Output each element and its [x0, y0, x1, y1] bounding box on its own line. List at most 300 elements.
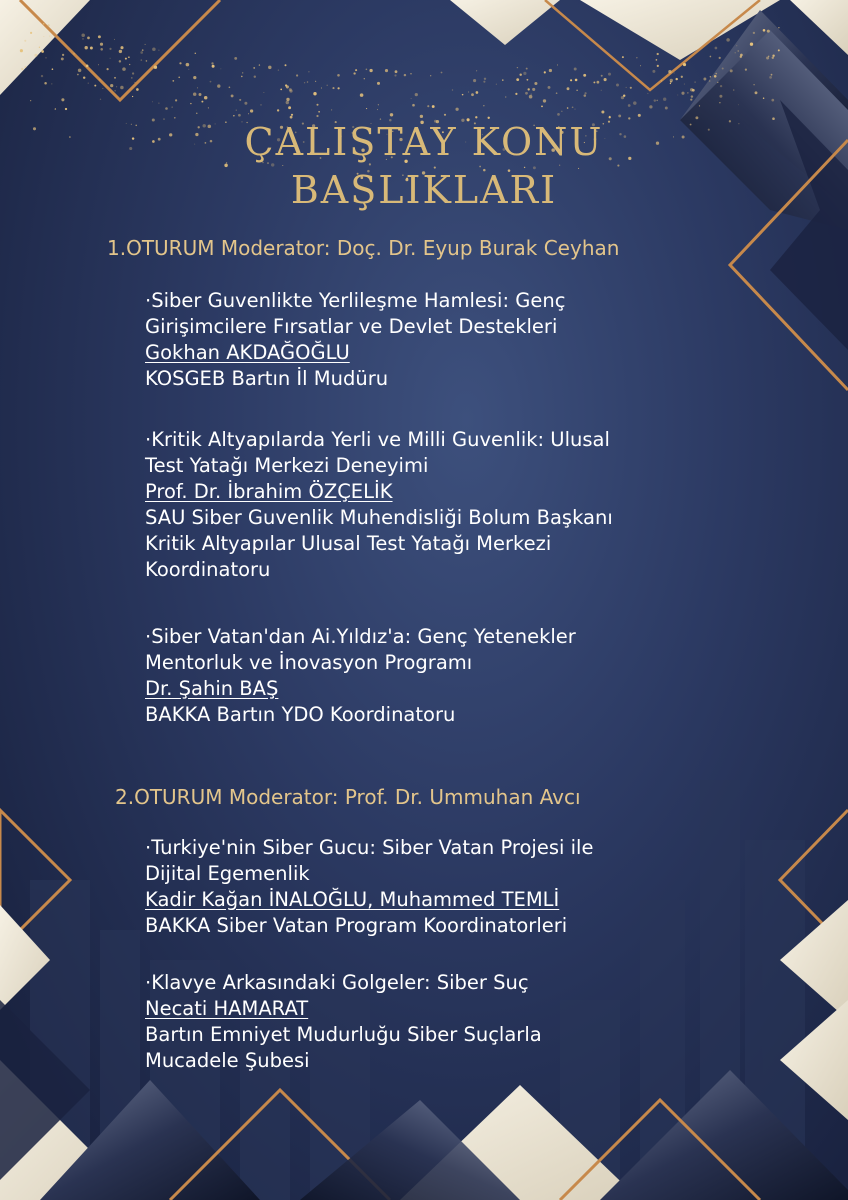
sparkle: [750, 43, 753, 46]
sparkle: [321, 88, 322, 89]
topic-title-line: ·Siber Vatan'dan Ai.Yıldız'a: Genç Yetenekler: [145, 625, 576, 648]
sparkle: [78, 69, 81, 72]
sparkle: [753, 32, 755, 34]
sparkle: [404, 74, 406, 76]
sparkle: [412, 104, 415, 107]
sparkle: [193, 92, 196, 95]
topic-item: [145, 288, 785, 392]
sparkle: [24, 40, 26, 42]
sparkle: [455, 108, 458, 111]
sparkle: [515, 93, 517, 95]
sparkle: [771, 99, 774, 102]
sparkle: [313, 92, 316, 95]
sparkle: [621, 96, 624, 99]
sparkle: [337, 74, 340, 77]
sparkle: [110, 58, 111, 59]
sparkle: [638, 114, 641, 117]
sparkle: [239, 99, 241, 101]
sparkle: [763, 98, 764, 99]
sparkle: [238, 114, 241, 117]
sparkle: [134, 82, 135, 83]
sparkle: [259, 64, 260, 65]
sparkle: [668, 70, 671, 73]
sparkle: [556, 92, 558, 94]
speaker-role-line: SAU Siber Guvenlik Muhendisliği Bolum Başkanı: [145, 506, 613, 529]
sparkle: [231, 94, 234, 97]
sparkle: [532, 88, 535, 91]
sparkle: [763, 29, 766, 32]
sparkle: [726, 38, 730, 42]
topic-title-line: ·Kritik Altyapılarda Yerli ve Milli Guvenlik: Ulusal: [145, 428, 610, 451]
sparkle: [83, 76, 85, 78]
speaker-name: Dr. Şahin BAŞ: [145, 677, 279, 700]
sparkle: [229, 86, 231, 88]
sparkle: [525, 92, 528, 95]
sparkle: [681, 76, 683, 78]
sparkle: [534, 82, 537, 85]
sparkle: [41, 50, 44, 53]
sparkle: [65, 108, 67, 110]
sparkle: [278, 69, 279, 70]
sparkle: [483, 81, 485, 83]
sparkle: [690, 99, 692, 101]
sparkle: [146, 60, 148, 62]
sparkle: [280, 89, 282, 91]
sparkle: [49, 36, 50, 37]
sparkle: [768, 56, 769, 57]
sparkle: [471, 93, 474, 96]
sparkle: [263, 92, 264, 93]
sparkle: [120, 86, 124, 90]
sparkle: [531, 94, 532, 95]
sparkle: [430, 75, 431, 76]
sparkle: [778, 27, 779, 28]
sparkle: [360, 93, 364, 97]
sparkle: [395, 70, 398, 73]
sparkle: [541, 106, 543, 108]
sparkle: [548, 86, 551, 89]
sparkle: [670, 83, 671, 84]
sparkle: [709, 81, 710, 82]
sparkle: [640, 65, 641, 66]
top-left-cream-triangle: [0, 0, 90, 95]
sparkle: [316, 104, 318, 106]
sparkle: [722, 67, 724, 69]
sparkle: [690, 88, 693, 91]
topic-title-line: ·Klavye Arkasındaki Golgeler: Siber Suç: [145, 971, 529, 994]
sparkle: [114, 77, 116, 79]
sparkle: [140, 51, 143, 54]
sparkle: [120, 46, 123, 49]
sparkle: [30, 32, 32, 34]
sparkle: [476, 91, 479, 94]
sparkle: [567, 87, 570, 90]
sparkle: [217, 84, 220, 87]
sparkle: [100, 99, 101, 100]
sparkle: [285, 64, 287, 66]
sparkle: [574, 68, 577, 71]
speaker-name: Kadir Kağan İNALOĞLU, Muhammed TEMLİ: [145, 888, 560, 911]
sparkle: [196, 113, 197, 114]
sparkle: [304, 82, 305, 83]
sparkle: [242, 72, 243, 73]
speaker-role-line: KOSGEB Bartın İl Mudüru: [145, 367, 389, 390]
sparkle: [681, 92, 684, 95]
sparkle: [86, 65, 89, 68]
sparkle: [670, 79, 673, 82]
sparkle: [81, 34, 85, 38]
topic-item: [145, 624, 785, 728]
speaker-role-line: Koordinatoru: [145, 558, 271, 581]
sparkle: [755, 91, 758, 94]
sparkle: [394, 74, 396, 76]
sparkle: [410, 73, 411, 74]
sparkle: [652, 70, 655, 73]
sparkle: [165, 107, 168, 110]
sparkle: [62, 54, 64, 56]
sparkle: [145, 44, 146, 45]
sparkle: [561, 111, 562, 112]
sparkle: [691, 95, 693, 97]
sparkle: [633, 101, 636, 104]
title-line-2: BAŞLIKLARI: [290, 168, 558, 212]
sparkle: [122, 67, 126, 71]
sparkle: [337, 87, 339, 89]
sparkle: [307, 81, 309, 83]
sparkle: [636, 57, 637, 58]
speaker-name: Necati HAMARAT: [145, 997, 309, 1020]
sparkle: [427, 105, 429, 107]
sparkle: [377, 82, 380, 85]
sparkle: [30, 100, 31, 101]
sparkle: [119, 50, 122, 53]
sparkle: [109, 48, 111, 50]
top-right-cream-triangle: [790, 0, 848, 55]
sparkle: [178, 76, 180, 78]
sparkle: [61, 57, 64, 60]
sparkle: [90, 47, 93, 50]
sparkle: [710, 76, 712, 78]
top-cream-diamond-1: [450, 0, 560, 45]
sparkle: [778, 49, 780, 51]
sparkle: [516, 78, 519, 81]
sparkle: [208, 107, 209, 108]
sparkle: [326, 85, 327, 86]
sparkle: [119, 60, 121, 62]
sparkle: [567, 107, 569, 109]
sparkle: [197, 87, 198, 88]
sparkle: [570, 79, 572, 81]
sparkle: [308, 71, 309, 72]
sparkle: [715, 73, 717, 75]
sparkle: [288, 106, 291, 109]
sparkle: [152, 47, 156, 51]
sparkle: [129, 64, 130, 65]
sparkle: [244, 102, 247, 105]
sparkle: [99, 79, 101, 81]
sparkle: [528, 88, 530, 90]
sparkle: [20, 49, 23, 52]
sparkle: [771, 74, 773, 76]
sparkle: [131, 77, 133, 79]
sparkle: [286, 98, 289, 101]
sparkle: [772, 54, 774, 56]
sparkle: [210, 81, 212, 83]
sparkle: [378, 104, 379, 105]
sparkle: [366, 108, 367, 109]
sparkle: [557, 64, 558, 65]
sparkle: [277, 109, 279, 111]
sparkle: [502, 79, 503, 80]
sparkle: [190, 103, 191, 104]
sparkle: [415, 93, 418, 96]
sparkle: [366, 68, 368, 70]
sparkle: [369, 69, 372, 72]
topic-title-line: Test Yatağı Merkezi Deneyimi: [145, 454, 429, 477]
sparkle: [519, 73, 521, 75]
sparkle: [543, 99, 546, 102]
sparkle: [703, 78, 706, 81]
sparkle: [193, 76, 196, 79]
speaker-role-line: Kritik Altyapılar Ulusal Test Yatağı Merkezi: [145, 532, 552, 555]
sparkle: [114, 39, 115, 40]
sparkle: [665, 107, 668, 110]
sparkle: [286, 101, 289, 104]
sparkle: [188, 69, 189, 70]
sparkle: [735, 52, 736, 53]
sparkle: [110, 84, 113, 87]
sparkle: [657, 65, 659, 67]
sparkle: [649, 105, 652, 108]
sparkle: [654, 99, 656, 101]
sparkle: [683, 63, 686, 66]
sparkle: [254, 76, 256, 78]
topic-item: [145, 970, 785, 1074]
sparkle: [769, 76, 772, 79]
sparkle: [88, 83, 89, 84]
sparkle: [656, 59, 658, 61]
session-1-header: 1.OTURUM Moderator: Doç. Dr. Eyup Burak Ceyhan: [107, 236, 620, 260]
sparkle: [622, 56, 624, 58]
sparkle: [452, 89, 453, 90]
sparkle: [733, 89, 735, 91]
sparkle: [100, 43, 103, 46]
sparkle: [41, 75, 43, 77]
sparkle: [39, 47, 40, 48]
sparkle: [82, 38, 84, 40]
sparkle: [745, 69, 747, 71]
sparkle: [385, 69, 388, 72]
sparkle: [738, 104, 739, 105]
sparkle: [719, 102, 720, 103]
topic-item: [145, 427, 785, 583]
sparkle: [473, 79, 476, 82]
sparkle: [132, 72, 134, 74]
sparkle: [767, 30, 770, 33]
topic-title-line: ·Turkiye'nin Siber Gucu: Siber Vatan Projesi ile: [145, 836, 594, 859]
sparkle: [390, 113, 393, 116]
sparkle: [73, 53, 75, 55]
sparkle: [100, 48, 103, 51]
sparkle: [152, 101, 153, 102]
sparkle: [51, 83, 52, 84]
sparkle: [248, 113, 249, 114]
sparkle: [657, 53, 659, 55]
sparkle: [158, 50, 159, 51]
sparkle: [717, 82, 718, 83]
sparkle: [626, 87, 627, 88]
sparkle: [268, 66, 271, 69]
sparkle: [316, 115, 318, 117]
sparkle: [444, 114, 446, 116]
sparkle: [601, 90, 602, 91]
sparkle: [656, 100, 658, 102]
sparkle: [116, 86, 117, 87]
sparkle: [199, 93, 202, 96]
speaker-role-line: Mucadele Şubesi: [145, 1049, 310, 1072]
sparkle: [719, 95, 722, 98]
sparkle: [719, 57, 721, 59]
sparkle: [505, 96, 506, 97]
sparkle: [315, 81, 316, 82]
sparkle: [496, 84, 497, 85]
sparkle: [476, 70, 477, 71]
sparkle: [661, 80, 663, 82]
sparkle: [483, 105, 484, 106]
sparkle: [601, 75, 603, 77]
sparkle: [98, 64, 99, 65]
sparkle: [141, 59, 142, 60]
sparkle: [125, 58, 127, 60]
sparkle: [212, 65, 215, 68]
sparkle: [55, 108, 56, 109]
sparkle: [468, 91, 469, 92]
sparkle: [142, 49, 144, 51]
sparkle: [584, 94, 587, 97]
sparkle: [77, 74, 79, 76]
sparkle: [710, 56, 712, 58]
sparkle: [221, 69, 222, 70]
sparkle: [332, 87, 334, 89]
sparkle: [584, 92, 586, 94]
sparkle: [618, 114, 621, 117]
sparkle: [684, 84, 685, 85]
sparkle: [517, 67, 518, 68]
topic-title-line: Mentorluk ve İnovasyon Programı: [145, 651, 473, 674]
sparkle: [98, 35, 101, 38]
sparkle: [253, 67, 255, 69]
sparkle: [355, 69, 357, 71]
sparkle: [128, 56, 130, 58]
session-2-header: 2.OTURUM Moderator: Prof. Dr. Ummuhan Avcı: [115, 785, 581, 809]
sparkle: [34, 54, 37, 57]
sparkle: [296, 74, 298, 76]
sparkle: [572, 106, 574, 108]
sparkle: [186, 63, 190, 67]
sparkle: [529, 95, 533, 99]
sparkle: [195, 53, 196, 54]
sparkle: [677, 95, 678, 96]
sparkle: [94, 85, 96, 87]
sparkle: [175, 99, 177, 101]
sparkle: [44, 82, 47, 85]
sparkle: [318, 111, 320, 113]
sparkle: [593, 81, 595, 83]
sparkle: [61, 98, 64, 101]
speaker-name: Gokhan AKDAĞOĞLU: [145, 341, 350, 364]
sparkle: [526, 68, 528, 70]
sparkle: [158, 102, 159, 103]
sparkle: [583, 74, 586, 77]
sparkle: [107, 68, 109, 70]
sparkle: [575, 109, 576, 110]
topic-title-line: Girişimcilere Fırsatlar ve Devlet Destekleri: [145, 315, 558, 338]
sparkle: [604, 78, 607, 81]
speaker-role-line: BAKKA Siber Vatan Program Koordinatorleri: [145, 914, 568, 937]
sparkle: [616, 84, 619, 87]
sparkle: [47, 24, 49, 26]
sparkle: [608, 73, 611, 76]
sparkle: [601, 110, 604, 113]
sparkle: [597, 81, 600, 84]
sparkle: [285, 84, 287, 86]
sparkle: [772, 57, 774, 59]
page-title: [0, 118, 848, 214]
sparkle: [201, 101, 203, 103]
speaker-role-line: Bartın Emniyet Mudurluğu Siber Suçlarla: [145, 1023, 542, 1046]
sparkle: [432, 105, 435, 108]
speaker-name: Prof. Dr. İbrahim ÖZÇELİK: [145, 480, 393, 503]
sparkle: [236, 110, 237, 111]
topic-title-line: Dijital Egemenlik: [145, 862, 310, 885]
sparkle: [289, 89, 292, 92]
sparkle: [730, 69, 733, 72]
sparkle: [46, 57, 47, 58]
sparkle: [261, 104, 262, 105]
sparkle: [630, 87, 632, 89]
sparkle: [687, 92, 688, 93]
sparkle: [136, 88, 139, 91]
sparkle: [44, 36, 45, 37]
sparkle: [250, 109, 253, 112]
sparkle: [647, 93, 648, 94]
sparkle: [21, 68, 23, 70]
sparkle: [462, 94, 464, 96]
sparkle: [753, 84, 754, 85]
sparkle: [114, 90, 116, 92]
sparkle: [211, 62, 213, 64]
sparkle: [233, 115, 234, 116]
sparkle: [331, 109, 332, 110]
speaker-role-line: BAKKA Bartın YDO Koordinatoru: [145, 703, 456, 726]
sparkle: [411, 98, 412, 99]
title-line-1: ÇALIŞTAY KONU: [244, 120, 604, 164]
sparkle: [526, 79, 528, 81]
sparkle: [24, 66, 26, 68]
topic-title-line: ·Siber Guvenlikte Yerlileşme Hamlesi: Genç: [145, 289, 566, 312]
sparkle: [377, 109, 378, 110]
sparkle: [291, 114, 293, 116]
sparkle: [132, 96, 133, 97]
sparkle: [738, 50, 739, 51]
sparkle: [575, 79, 578, 82]
sparkle: [628, 104, 631, 107]
sparkle: [353, 72, 355, 74]
sparkle: [557, 113, 560, 116]
topic-item: [145, 835, 785, 939]
sparkle: [576, 90, 577, 91]
sparkle: [663, 98, 666, 101]
